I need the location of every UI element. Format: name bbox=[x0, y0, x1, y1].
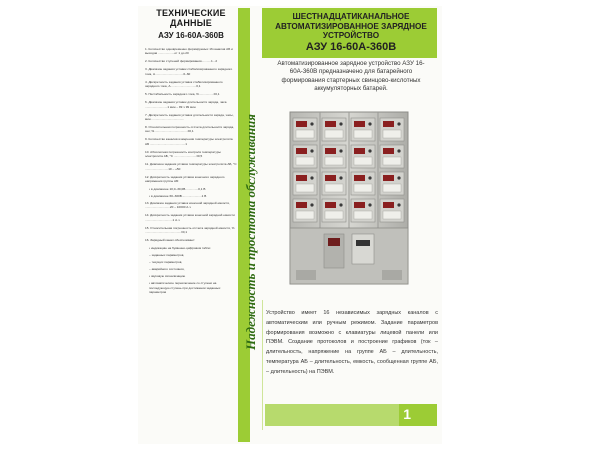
module-display bbox=[383, 175, 394, 181]
spec-item: 6. Диапазон задания уставок длительности заряда, часа ..........................1 мин – 99 ч 99 мин bbox=[145, 100, 227, 109]
module-keypad bbox=[325, 184, 343, 192]
module-display bbox=[383, 121, 394, 127]
spec-item: 9. Количество каналов измерения температуры электролита АБ .........................................1 bbox=[145, 137, 233, 146]
module-display bbox=[296, 175, 307, 181]
module-keypad bbox=[325, 157, 343, 165]
module-keypad bbox=[296, 157, 314, 165]
divider-line bbox=[262, 300, 263, 430]
module-indicator bbox=[368, 176, 371, 179]
module-keypad bbox=[354, 184, 372, 192]
module-display bbox=[354, 148, 365, 154]
spec-item: 16. Зарядный канал обеспечивает: bbox=[145, 238, 196, 243]
spec-item: 13. Диапазон задания уставок конечной зарядной емкости, .............................20 – 10000 А·ч bbox=[145, 201, 230, 210]
module-display bbox=[325, 175, 336, 181]
product-title bbox=[269, 12, 433, 53]
spec-item: 5. Нестабильность зарядного тока, %.................±0,1 bbox=[145, 92, 220, 97]
module-indicator bbox=[310, 176, 313, 179]
module-display bbox=[383, 202, 394, 208]
spec-item: 2. Количество ступеней формирования...........1...2 bbox=[145, 59, 218, 64]
module-display bbox=[354, 175, 365, 181]
module-display bbox=[325, 148, 336, 154]
spec-item: – текущих параметров, bbox=[149, 260, 183, 265]
spec-item: 8. Относительная погрешность отсчета длительности заряда, сек; %.......................................±0,1 bbox=[145, 125, 235, 134]
slogan-vertical bbox=[241, 52, 261, 412]
module-display bbox=[354, 202, 365, 208]
module-indicator bbox=[310, 122, 313, 125]
module-indicator bbox=[368, 122, 371, 125]
intro-paragraph: Автоматизированное зарядное устройство АЗУ 16-60А-360В предназначено для батарейного формирования стартерных свинцово-кислотных аккумуляторных батарей. bbox=[277, 60, 425, 93]
slogan-text: Надежность и простота обслуживания bbox=[243, 114, 258, 350]
spec-item: • звуковую сигнализацию bbox=[149, 274, 186, 279]
title-model: АЗУ 16-60А-360В bbox=[305, 40, 397, 53]
title-line-1: ШЕСТНАДЦАТИКАНАЛЬНОЕ bbox=[292, 12, 410, 21]
module-keypad bbox=[354, 211, 372, 219]
spec-item: – заданных параметров, bbox=[149, 253, 185, 258]
spec-item: 14. Дискретность задания уставок конечной зарядной емкости ................................1 А·ч bbox=[145, 213, 235, 222]
module-indicator bbox=[339, 203, 342, 206]
spec-item: • автоматическое переключение со ступени на последующую ступень при достижении заданных параметров bbox=[149, 281, 221, 295]
footer-stripe bbox=[265, 404, 399, 426]
technical-data-title: ТЕХНИЧЕСКИЕ ДАННЫЕ bbox=[156, 8, 226, 28]
module-indicator bbox=[368, 149, 371, 152]
spec-item: • индикацию на буквенно-цифровом табло: bbox=[149, 246, 212, 251]
module-keypad bbox=[354, 130, 372, 138]
module-keypad bbox=[296, 184, 314, 192]
title-line-3: УСТРОЙСТВО bbox=[322, 31, 380, 41]
module-keypad bbox=[325, 211, 343, 219]
technical-data-model: АЗУ 16-60А-360В bbox=[158, 31, 224, 40]
module-indicator bbox=[397, 149, 400, 152]
module-indicator bbox=[339, 176, 342, 179]
spec-item: 12. Дискретность задания уставок конечного зарядного напряжения группы АБ: bbox=[145, 174, 225, 184]
module-indicator bbox=[310, 203, 313, 206]
module-display bbox=[296, 148, 307, 154]
module-display bbox=[354, 121, 365, 127]
spec-item: 3. Диапазон задания уставок стабилизированного зарядного тока, А.................................0–60 bbox=[145, 67, 233, 76]
module-keypad bbox=[296, 211, 314, 219]
page-footer-band bbox=[265, 404, 437, 426]
spec-item: 1. Количество одновременно формируемых 16 каналов АБ и выходов ...................от 1 до 20 bbox=[145, 47, 233, 56]
module-display bbox=[325, 121, 336, 127]
description-paragraph: Устройство имеет 16 независимых зарядных каналов с автоматическим или ручным режимом. Задание параметров формирования возможно с клавиатуры лицевой панели или ПЭВМ. Создание протоколов и построение графиков (ток – длительность, напряжение на группе АБ – длительность, температура АБ – длительность, емкость, сообщенная группе АБ, – длительность) на ПЭВМ. bbox=[266, 310, 438, 375]
spec-item: – аварийного состояния, bbox=[149, 267, 185, 272]
module-indicator bbox=[397, 176, 400, 179]
module-keypad bbox=[383, 184, 401, 192]
charger-cabinet-photo bbox=[288, 110, 410, 288]
module-keypad bbox=[325, 130, 343, 138]
spec-item: 10. Абсолютная погрешность контроля температуры электролита АБ, °С ..........................±0,5 bbox=[145, 149, 221, 159]
spec-item: 11. Диапазон задания уставок температуры электролита АБ, °С ...........................10 – +50 bbox=[145, 162, 237, 171]
module-indicator bbox=[397, 203, 400, 206]
module-display bbox=[296, 121, 307, 127]
technical-data-column bbox=[145, 8, 237, 408]
module-keypad bbox=[383, 130, 401, 138]
module-display bbox=[383, 148, 394, 154]
spec-item: • в диапазоне 10,0–30,0В...............0,1 В bbox=[149, 187, 206, 192]
module-keypad bbox=[383, 211, 401, 219]
module-indicator bbox=[368, 203, 371, 206]
module-keypad bbox=[383, 157, 401, 165]
module-indicator bbox=[397, 122, 400, 125]
spec-item: 15. Относительная погрешность отсчета зарядной емкости, % ..........................................±0,1 bbox=[145, 225, 235, 235]
module-indicator bbox=[339, 149, 342, 152]
module-keypad bbox=[296, 130, 314, 138]
spec-item: 7. Дискретность задания уставок длительности заряда, часы, мин ...................................... bbox=[145, 112, 234, 122]
module-display bbox=[296, 202, 307, 208]
page-number: 1 bbox=[403, 406, 411, 422]
module-display bbox=[325, 202, 336, 208]
module-keypad bbox=[354, 157, 372, 165]
spec-item: 4. Дискретность задания уставок стабилизированного зарядного тока, А..............................0,1 bbox=[145, 79, 223, 89]
title-line-2: АВТОМАТИЗИРОВАННОЕ ЗАРЯДНОЕ bbox=[275, 21, 427, 31]
spec-list bbox=[145, 47, 237, 295]
module-indicator bbox=[310, 149, 313, 152]
module-indicator bbox=[339, 122, 342, 125]
spec-item: • в диапазоне 60–300В.......................1 В bbox=[149, 194, 207, 199]
